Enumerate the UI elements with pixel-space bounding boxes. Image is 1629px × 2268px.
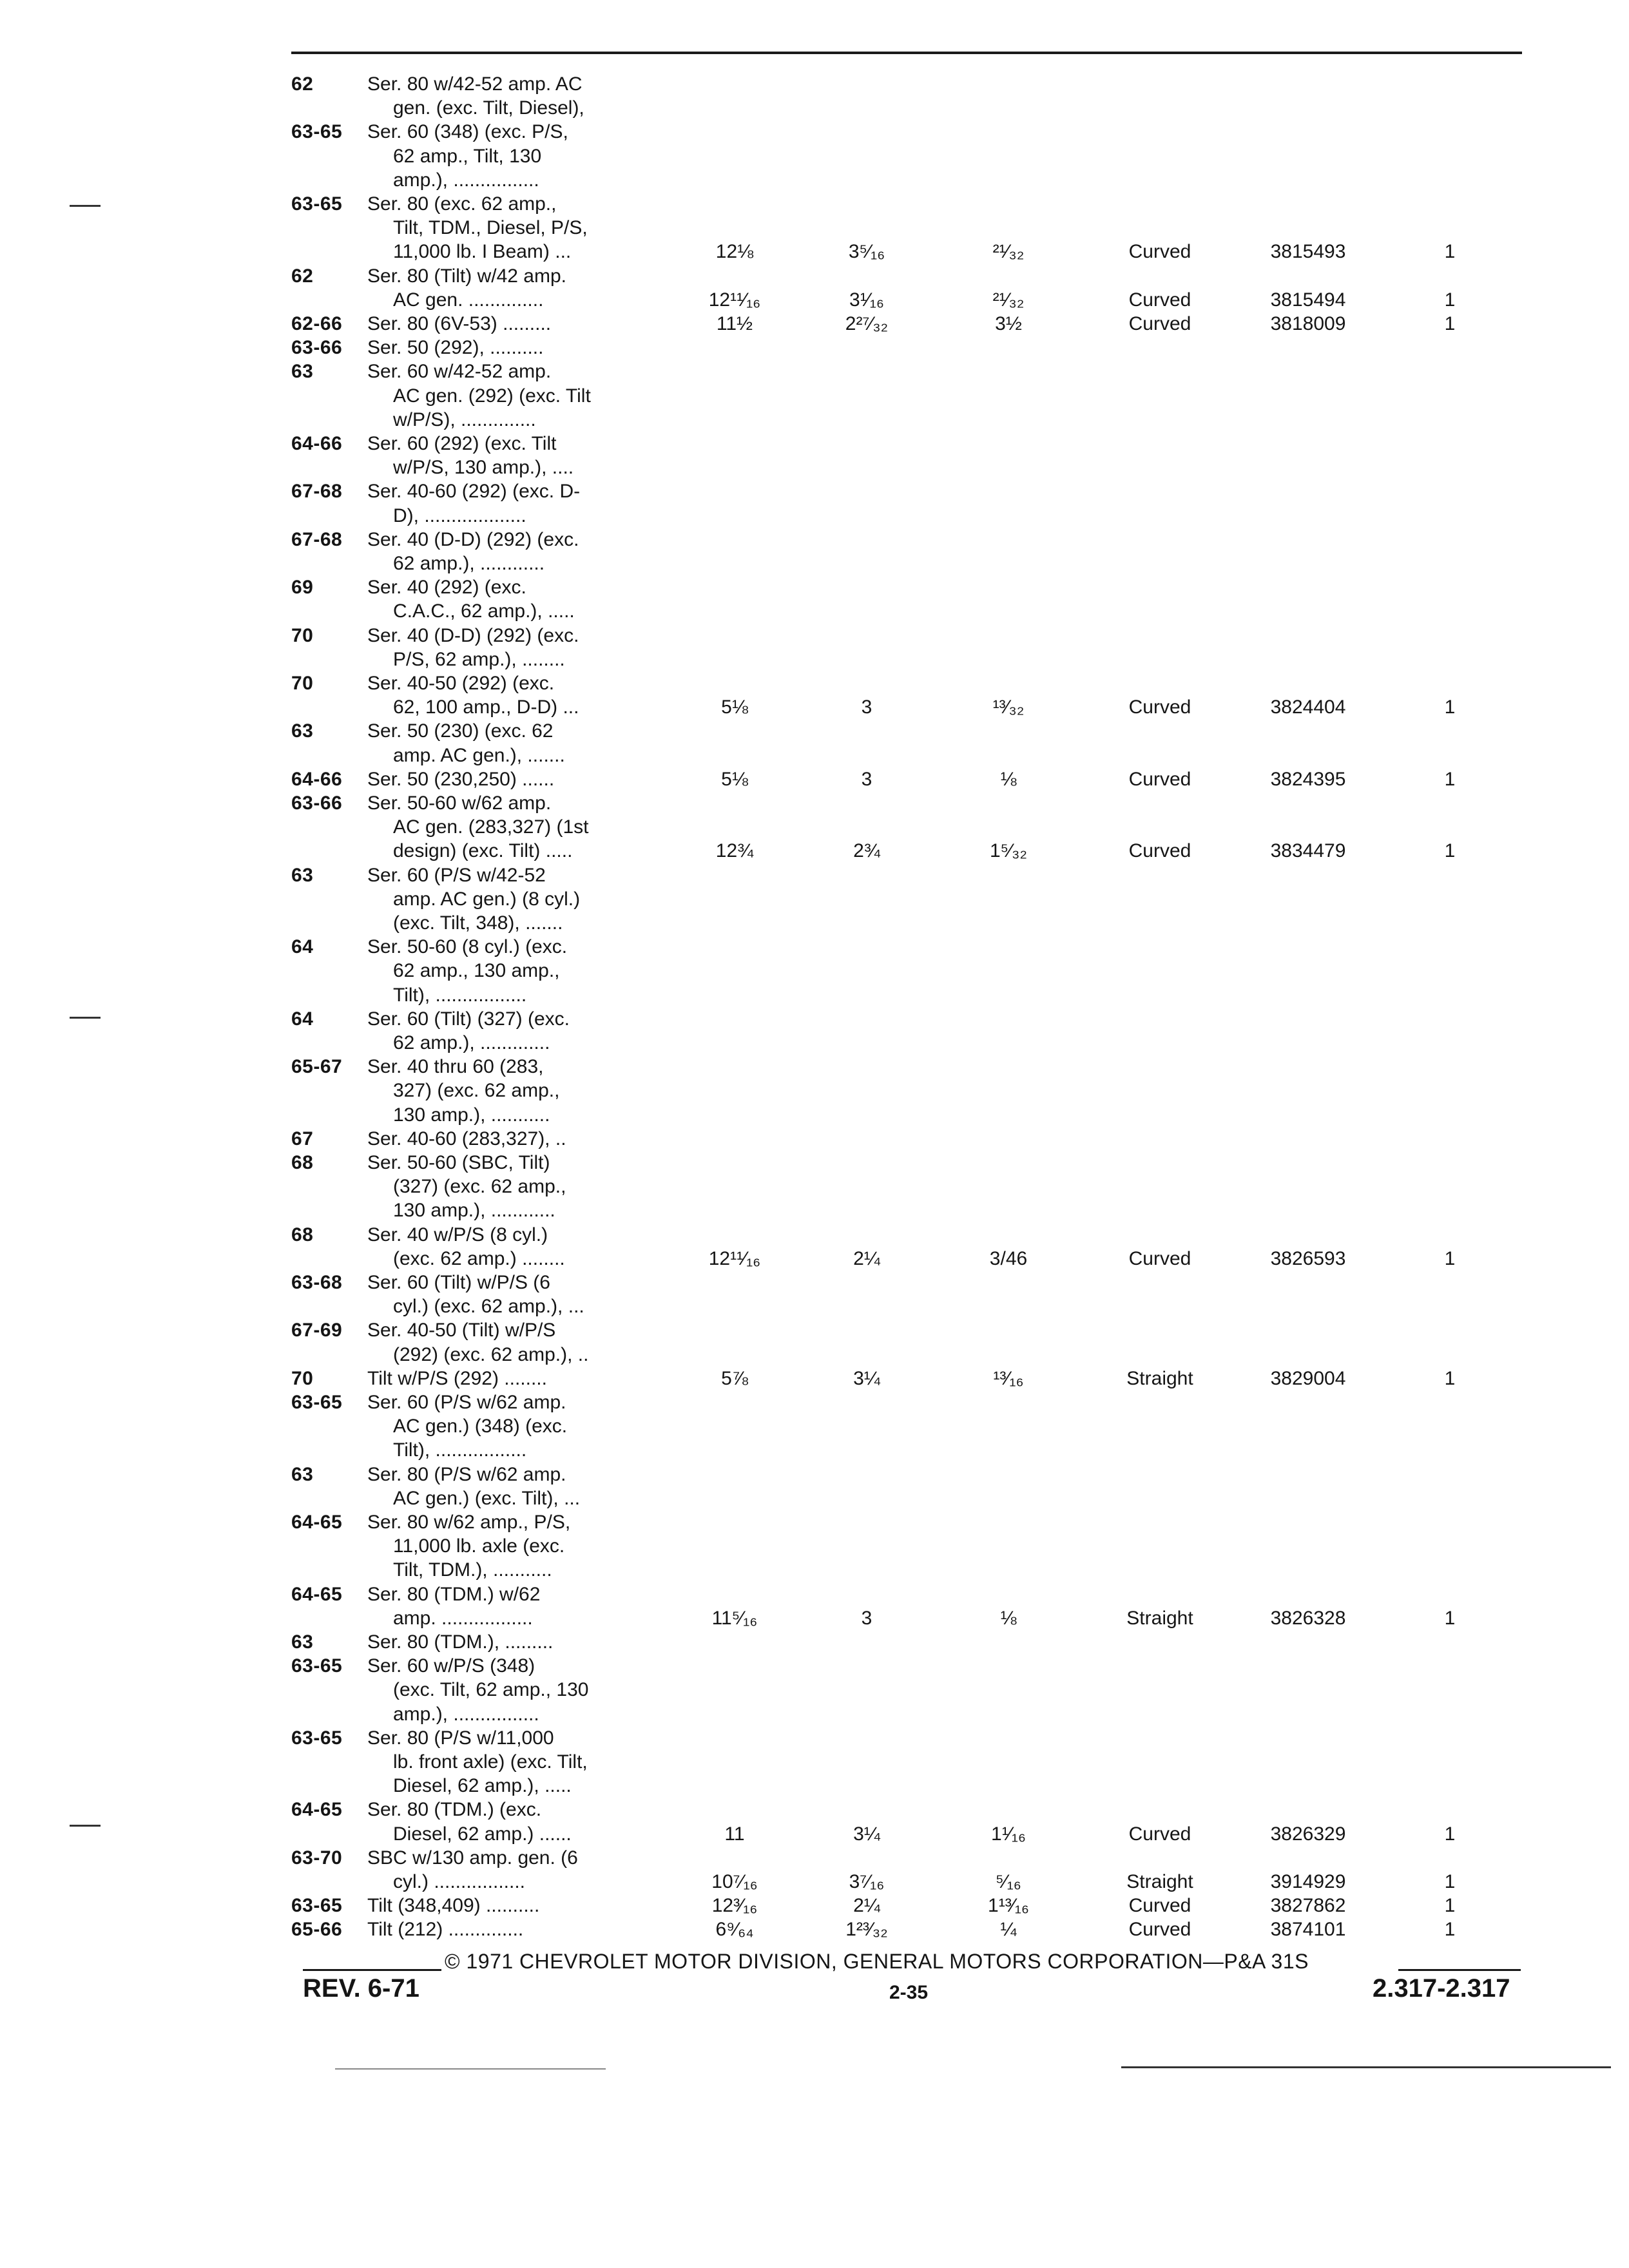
application-description: Tilt), ................. [393,1439,527,1461]
application-description: 130 amp.), ............ [393,1200,555,1221]
model-year: 63 [291,1631,314,1653]
table-row [0,144,1629,169]
application-description: Ser. 40-50 (292) (exc. [367,673,555,694]
bottom-rule-right [1121,2066,1611,2068]
application-description: Ser. 40-60 (292) (exc. D- [367,481,581,502]
application-description: Ser. 40 (D-D) (292) (exc. [367,529,579,550]
table-row [0,1007,1629,1032]
table-row [0,240,1629,264]
table-row [0,1367,1629,1391]
application-description: Diesel, 62 amp.), ..... [393,1775,572,1796]
model-year: 63 [291,720,314,742]
application-description: Ser. 80 w/42-52 amp. AC [367,73,583,95]
table-row [0,1055,1629,1079]
width-value: 3⁵⁄₁₆ [848,241,885,262]
thickness-value: ⅛ [1000,769,1017,790]
model-year: 62-66 [291,313,343,334]
application-description: Ser. 60 (292) (exc. Tilt [367,433,557,454]
table-row [0,1294,1629,1319]
width-value: 3¼ [853,1368,880,1389]
table-row [0,1343,1629,1367]
table-row [0,96,1629,120]
revision-label: REV. 6-71 [303,1974,419,2003]
application-description: Tilt, TDM., Diesel, P/S, [393,217,588,238]
table-row [0,1726,1629,1751]
table-row [0,695,1629,720]
length-value: 5⅞ [721,1368,748,1389]
application-description: Ser. 60 (Tilt) w/P/S (6 [367,1272,550,1293]
model-year: 70 [291,625,314,646]
table-row [0,432,1629,456]
table-row [0,1510,1629,1535]
table-row [0,1870,1629,1894]
application-description: Ser. 80 (TDM.), ......... [367,1631,554,1653]
quantity-value: 1 [1444,1248,1456,1269]
width-value: 3¼ [853,1823,880,1845]
application-description: AC gen. .............. [393,289,544,311]
table-row [0,671,1629,696]
quantity-value: 1 [1444,1608,1456,1629]
part-number: 3826329 [1270,1823,1346,1845]
application-description: (292) (exc. 62 amp.), .. [393,1344,589,1365]
table-row [0,384,1629,408]
application-description: amp. AC gen.), ....... [393,745,565,766]
application-description: Tilt (212) .............. [367,1919,524,1940]
part-number: 3818009 [1270,313,1346,334]
application-description: Ser. 50-60 w/62 amp. [367,793,552,814]
part-number: 3827862 [1270,1895,1346,1916]
application-description: Ser. 60 w/P/S (348) [367,1655,535,1677]
shape-value: Curved [1128,1823,1191,1845]
application-description: Ser. 60 (Tilt) (327) (exc. [367,1008,570,1030]
application-description: Ser. 40 (292) (exc. [367,577,526,598]
thickness-value: ¹³⁄₃₂ [992,697,1025,718]
table-row [0,456,1629,480]
table-row [0,624,1629,648]
shape-value: Curved [1128,840,1191,861]
table-row [0,264,1629,289]
page-number: 2-35 [889,1982,929,2003]
application-description: cyl.) (exc. 62 amp.), ... [393,1296,584,1317]
thickness-value: ¼ [1000,1919,1017,1940]
application-description: Ser. 80 (P/S w/62 amp. [367,1464,566,1485]
thickness-value: ¹³⁄₁₆ [993,1368,1024,1389]
model-year: 64-66 [291,769,343,790]
table-row [0,192,1629,216]
model-year: 63-70 [291,1847,343,1869]
part-number: 3914929 [1270,1871,1346,1892]
part-number: 3826328 [1270,1608,1346,1629]
table-row [0,1846,1629,1870]
model-year: 63-65 [291,1895,343,1916]
shape-value: Curved [1128,1895,1191,1916]
model-year: 64-65 [291,1512,343,1533]
application-description: Ser. 40 (D-D) (292) (exc. [367,625,579,646]
quantity-value: 1 [1444,241,1456,262]
model-year: 63 [291,865,314,886]
application-description: C.A.C., 62 amp.), ..... [393,601,575,622]
part-number: 3824404 [1270,697,1346,718]
part-number: 3815494 [1270,289,1346,311]
table-row [0,1031,1629,1055]
shape-value: Straight [1126,1871,1193,1892]
application-description: Tilt, TDM.), ........... [393,1559,552,1581]
table-row [0,575,1629,600]
thickness-value: ⅛ [1000,1608,1017,1629]
application-description: lb. front axle) (exc. Tilt, [393,1751,588,1773]
part-number: 3824395 [1270,769,1346,790]
model-year: 63-68 [291,1272,343,1293]
application-description: Ser. 60 w/42-52 amp. [367,361,552,382]
application-description: Ser. 80 w/62 amp., P/S, [367,1512,571,1533]
table-row [0,1463,1629,1487]
footer-rule-left [303,1969,441,1971]
model-year: 64-66 [291,433,343,454]
application-description: 62 amp., Tilt, 130 [393,146,542,167]
table-row [0,599,1629,624]
application-description: amp.), ................ [393,169,539,191]
application-description: Ser. 40-50 (Tilt) w/P/S [367,1320,556,1341]
length-value: 12³⁄₁₆ [711,1895,758,1916]
application-description: Ser. 50 (230) (exc. 62 [367,720,554,742]
model-year: 63-66 [291,337,343,358]
model-year: 64-65 [291,1584,343,1605]
width-value: 2¼ [853,1895,880,1916]
model-year: 70 [291,673,314,694]
table-row [0,336,1629,360]
quantity-value: 1 [1444,1823,1456,1845]
table-row [0,1247,1629,1271]
table-row [0,408,1629,432]
model-year: 68 [291,1224,314,1245]
table-row [0,1390,1629,1415]
model-year: 64 [291,1008,314,1030]
application-description: cyl.) ................. [393,1871,526,1892]
length-value: 11 [724,1823,745,1845]
table-row [0,1606,1629,1631]
application-description: 130 amp.), ........... [393,1104,550,1126]
table-row [0,863,1629,888]
width-value: 2²⁷⁄₃₂ [845,313,889,334]
table-row [0,1151,1629,1175]
part-number: 3874101 [1270,1919,1346,1940]
model-year: 64-65 [291,1799,343,1820]
table-row [0,1654,1629,1678]
length-value: 11½ [716,313,753,334]
model-year: 70 [291,1368,314,1389]
quantity-value: 1 [1444,840,1456,861]
application-description: 327) (exc. 62 amp., [393,1080,560,1101]
length-value: 10⁷⁄₁₆ [711,1871,758,1892]
application-description: Diesel, 62 amp.) ...... [393,1823,572,1845]
table-row [0,168,1629,193]
quantity-value: 1 [1444,1871,1456,1892]
shape-value: Curved [1128,289,1191,311]
length-value: 12¹¹⁄₁₆ [708,289,761,311]
application-description: Ser. 50-60 (SBC, Tilt) [367,1152,550,1173]
shape-value: Curved [1128,313,1191,334]
application-description: Ser. 40-60 (283,327), .. [367,1128,566,1149]
model-year: 67-68 [291,529,343,550]
application-description: Ser. 80 (TDM.) w/62 [367,1584,541,1605]
application-description: Ser. 80 (Tilt) w/42 amp. [367,265,566,287]
table-row [0,1894,1629,1918]
application-description: AC gen. (283,327) (1st [393,816,589,838]
application-description: (exc. Tilt, 348), ....... [393,912,563,934]
application-description: (327) (exc. 62 amp., [393,1176,566,1197]
part-number: 3815493 [1270,241,1346,262]
model-year: 68 [291,1152,314,1173]
table-row [0,1582,1629,1607]
application-description: 62 amp.), ............ [393,553,545,574]
table-row [0,1271,1629,1295]
shape-value: Curved [1128,1919,1191,1940]
application-description: Ser. 50-60 (8 cyl.) (exc. [367,936,568,957]
width-value: 3 [861,697,872,718]
part-number: 3829004 [1270,1368,1346,1389]
width-value: 3⁷⁄₁₆ [849,1871,885,1892]
width-value: 2¾ [853,840,880,861]
quantity-value: 1 [1444,697,1456,718]
table-row [0,1486,1629,1511]
quantity-value: 1 [1444,769,1456,790]
application-description: 62 amp., 130 amp., [393,960,560,981]
model-year: 63 [291,361,314,382]
table-row [0,1774,1629,1798]
table-row [0,1079,1629,1103]
table-row [0,839,1629,863]
application-description: AC gen.) (348) (exc. [393,1416,568,1437]
table-row [0,791,1629,816]
application-description: Ser. 40 w/P/S (8 cyl.) [367,1224,548,1245]
application-description: gen. (exc. Tilt, Diesel), [393,97,584,119]
table-row [0,1414,1629,1439]
model-year: 63-65 [291,193,343,215]
thickness-value: 3/46 [989,1248,1028,1269]
width-value: 3 [861,1608,872,1629]
application-description: Ser. 50 (292), .......... [367,337,544,358]
table-row [0,959,1629,983]
application-description: Tilt), ................. [393,985,527,1006]
shape-value: Straight [1126,1608,1193,1629]
application-description: design) (exc. Tilt) ..... [393,840,573,861]
application-description: 62 amp.), ............. [393,1032,550,1053]
application-description: D), ................... [393,505,526,526]
model-year: 67-68 [291,481,343,502]
table-row [0,1198,1629,1223]
table-row [0,1558,1629,1582]
application-description: amp.), ................ [393,1704,539,1725]
shape-value: Curved [1128,1248,1191,1269]
shape-value: Curved [1128,697,1191,718]
table-row [0,1318,1629,1343]
application-description: Ser. 80 (P/S w/11,000 [367,1727,554,1749]
table-row [0,1630,1629,1655]
model-year: 65-67 [291,1056,343,1077]
application-description: Tilt (348,409) .......... [367,1895,540,1916]
table-row [0,72,1629,97]
table-row [0,648,1629,672]
application-description: AC gen. (292) (exc. Tilt [393,385,591,407]
bottom-rule-left [335,2068,606,2070]
table-row [0,504,1629,528]
length-value: 12¾ [715,840,754,861]
table-row [0,1702,1629,1727]
thickness-value: ²¹⁄₃₂ [992,241,1025,262]
table-row [0,479,1629,504]
model-year: 67 [291,1128,314,1149]
copyright-line: © 1971 CHEVROLET MOTOR DIVISION, GENERAL MOTORS CORPORATION—P&A 31S [445,1950,1309,1973]
application-description: (exc. 62 amp.) ........ [393,1248,565,1269]
length-value: 6⁹⁄₆₄ [715,1919,754,1940]
table-row [0,1223,1629,1247]
application-description: SBC w/130 amp. gen. (6 [367,1847,578,1869]
table-row [0,1798,1629,1822]
width-value: 2¼ [853,1248,880,1269]
table-row [0,1127,1629,1151]
model-year: 67-69 [291,1320,343,1341]
length-value: 5⅛ [721,769,748,790]
quantity-value: 1 [1444,313,1456,334]
thickness-value: 1¹⁄₁₆ [991,1823,1026,1845]
shape-value: Curved [1128,769,1191,790]
table-row [0,1175,1629,1199]
table-row [0,1917,1629,1942]
application-description: 11,000 lb. I Beam) ... [393,241,572,262]
width-value: 3¹⁄₁₆ [849,289,884,311]
table-row [0,312,1629,336]
section-number: 2.317-2.317 [1373,1974,1510,2003]
quantity-value: 1 [1444,289,1456,311]
application-description: 11,000 lb. axle (exc. [393,1535,565,1557]
model-year: 62 [291,73,314,95]
table-row [0,216,1629,240]
application-description: Ser. 40 thru 60 (283, [367,1056,544,1077]
table-row [0,360,1629,384]
quantity-value: 1 [1444,1368,1456,1389]
table-row [0,1103,1629,1128]
application-description: Ser. 60 (P/S w/42-52 [367,865,546,886]
model-year: 63 [291,1464,314,1485]
length-value: 12⅛ [715,241,754,262]
model-year: 69 [291,577,314,598]
table-row [0,719,1629,744]
table-row [0,815,1629,840]
width-value: 3 [861,769,872,790]
quantity-value: 1 [1444,1895,1456,1916]
length-value: 5⅛ [721,697,748,718]
footer-rule-right [1398,1969,1521,1971]
application-description: 62, 100 amp., D-D) ... [393,697,579,718]
application-description: Ser. 50 (230,250) ...... [367,769,555,790]
application-description: w/P/S, 130 amp.), .... [393,457,574,478]
model-year: 65-66 [291,1919,343,1940]
table-row [0,1678,1629,1702]
thickness-value: 3½ [995,313,1022,334]
table-row [0,887,1629,912]
application-description: P/S, 62 amp.), ........ [393,649,565,670]
application-description: w/P/S), .............. [393,409,536,430]
model-year: 63-65 [291,121,343,142]
part-number: 3834479 [1270,840,1346,861]
part-number: 3826593 [1270,1248,1346,1269]
application-description: AC gen.) (exc. Tilt), ... [393,1488,581,1509]
application-description: Ser. 80 (TDM.) (exc. [367,1799,542,1820]
shape-value: Curved [1128,241,1191,262]
thickness-value: 1¹³⁄₁₆ [988,1895,1029,1916]
model-year: 63-66 [291,793,343,814]
model-year: 63-65 [291,1655,343,1677]
application-description: amp. ................. [393,1608,533,1629]
application-description: Tilt w/P/S (292) ........ [367,1368,547,1389]
table-row [0,1750,1629,1774]
application-description: amp. AC gen.) (8 cyl.) [393,889,581,910]
model-year: 62 [291,265,314,287]
model-year: 64 [291,936,314,957]
thickness-value: ⁵⁄₁₆ [996,1871,1021,1892]
table-row [0,935,1629,959]
application-description: Ser. 60 (P/S w/62 amp. [367,1392,566,1413]
table-row [0,911,1629,936]
thickness-value: 1⁵⁄₃₂ [990,840,1027,861]
table-row [0,983,1629,1008]
application-description: Ser. 60 (348) (exc. P/S, [367,121,568,142]
table-row [0,1534,1629,1559]
application-description: (exc. Tilt, 62 amp., 130 [393,1679,589,1700]
table-row [0,528,1629,552]
length-value: 11⁵⁄₁₆ [711,1608,758,1629]
table-row [0,1822,1629,1847]
application-description: Ser. 80 (6V-53) ......... [367,313,552,334]
table-row [0,744,1629,768]
shape-value: Straight [1126,1368,1193,1389]
table-row [0,767,1629,792]
width-value: 1²³⁄₃₂ [845,1919,888,1940]
quantity-value: 1 [1444,1919,1456,1940]
length-value: 12¹¹⁄₁₆ [708,1248,761,1269]
table-row [0,1438,1629,1463]
table-row [0,552,1629,576]
table-row [0,120,1629,144]
model-year: 63-65 [291,1392,343,1413]
model-year: 63-65 [291,1727,343,1749]
application-description: Ser. 80 (exc. 62 amp., [367,193,557,215]
table-row [0,288,1629,312]
thickness-value: ²¹⁄₃₂ [992,289,1025,311]
